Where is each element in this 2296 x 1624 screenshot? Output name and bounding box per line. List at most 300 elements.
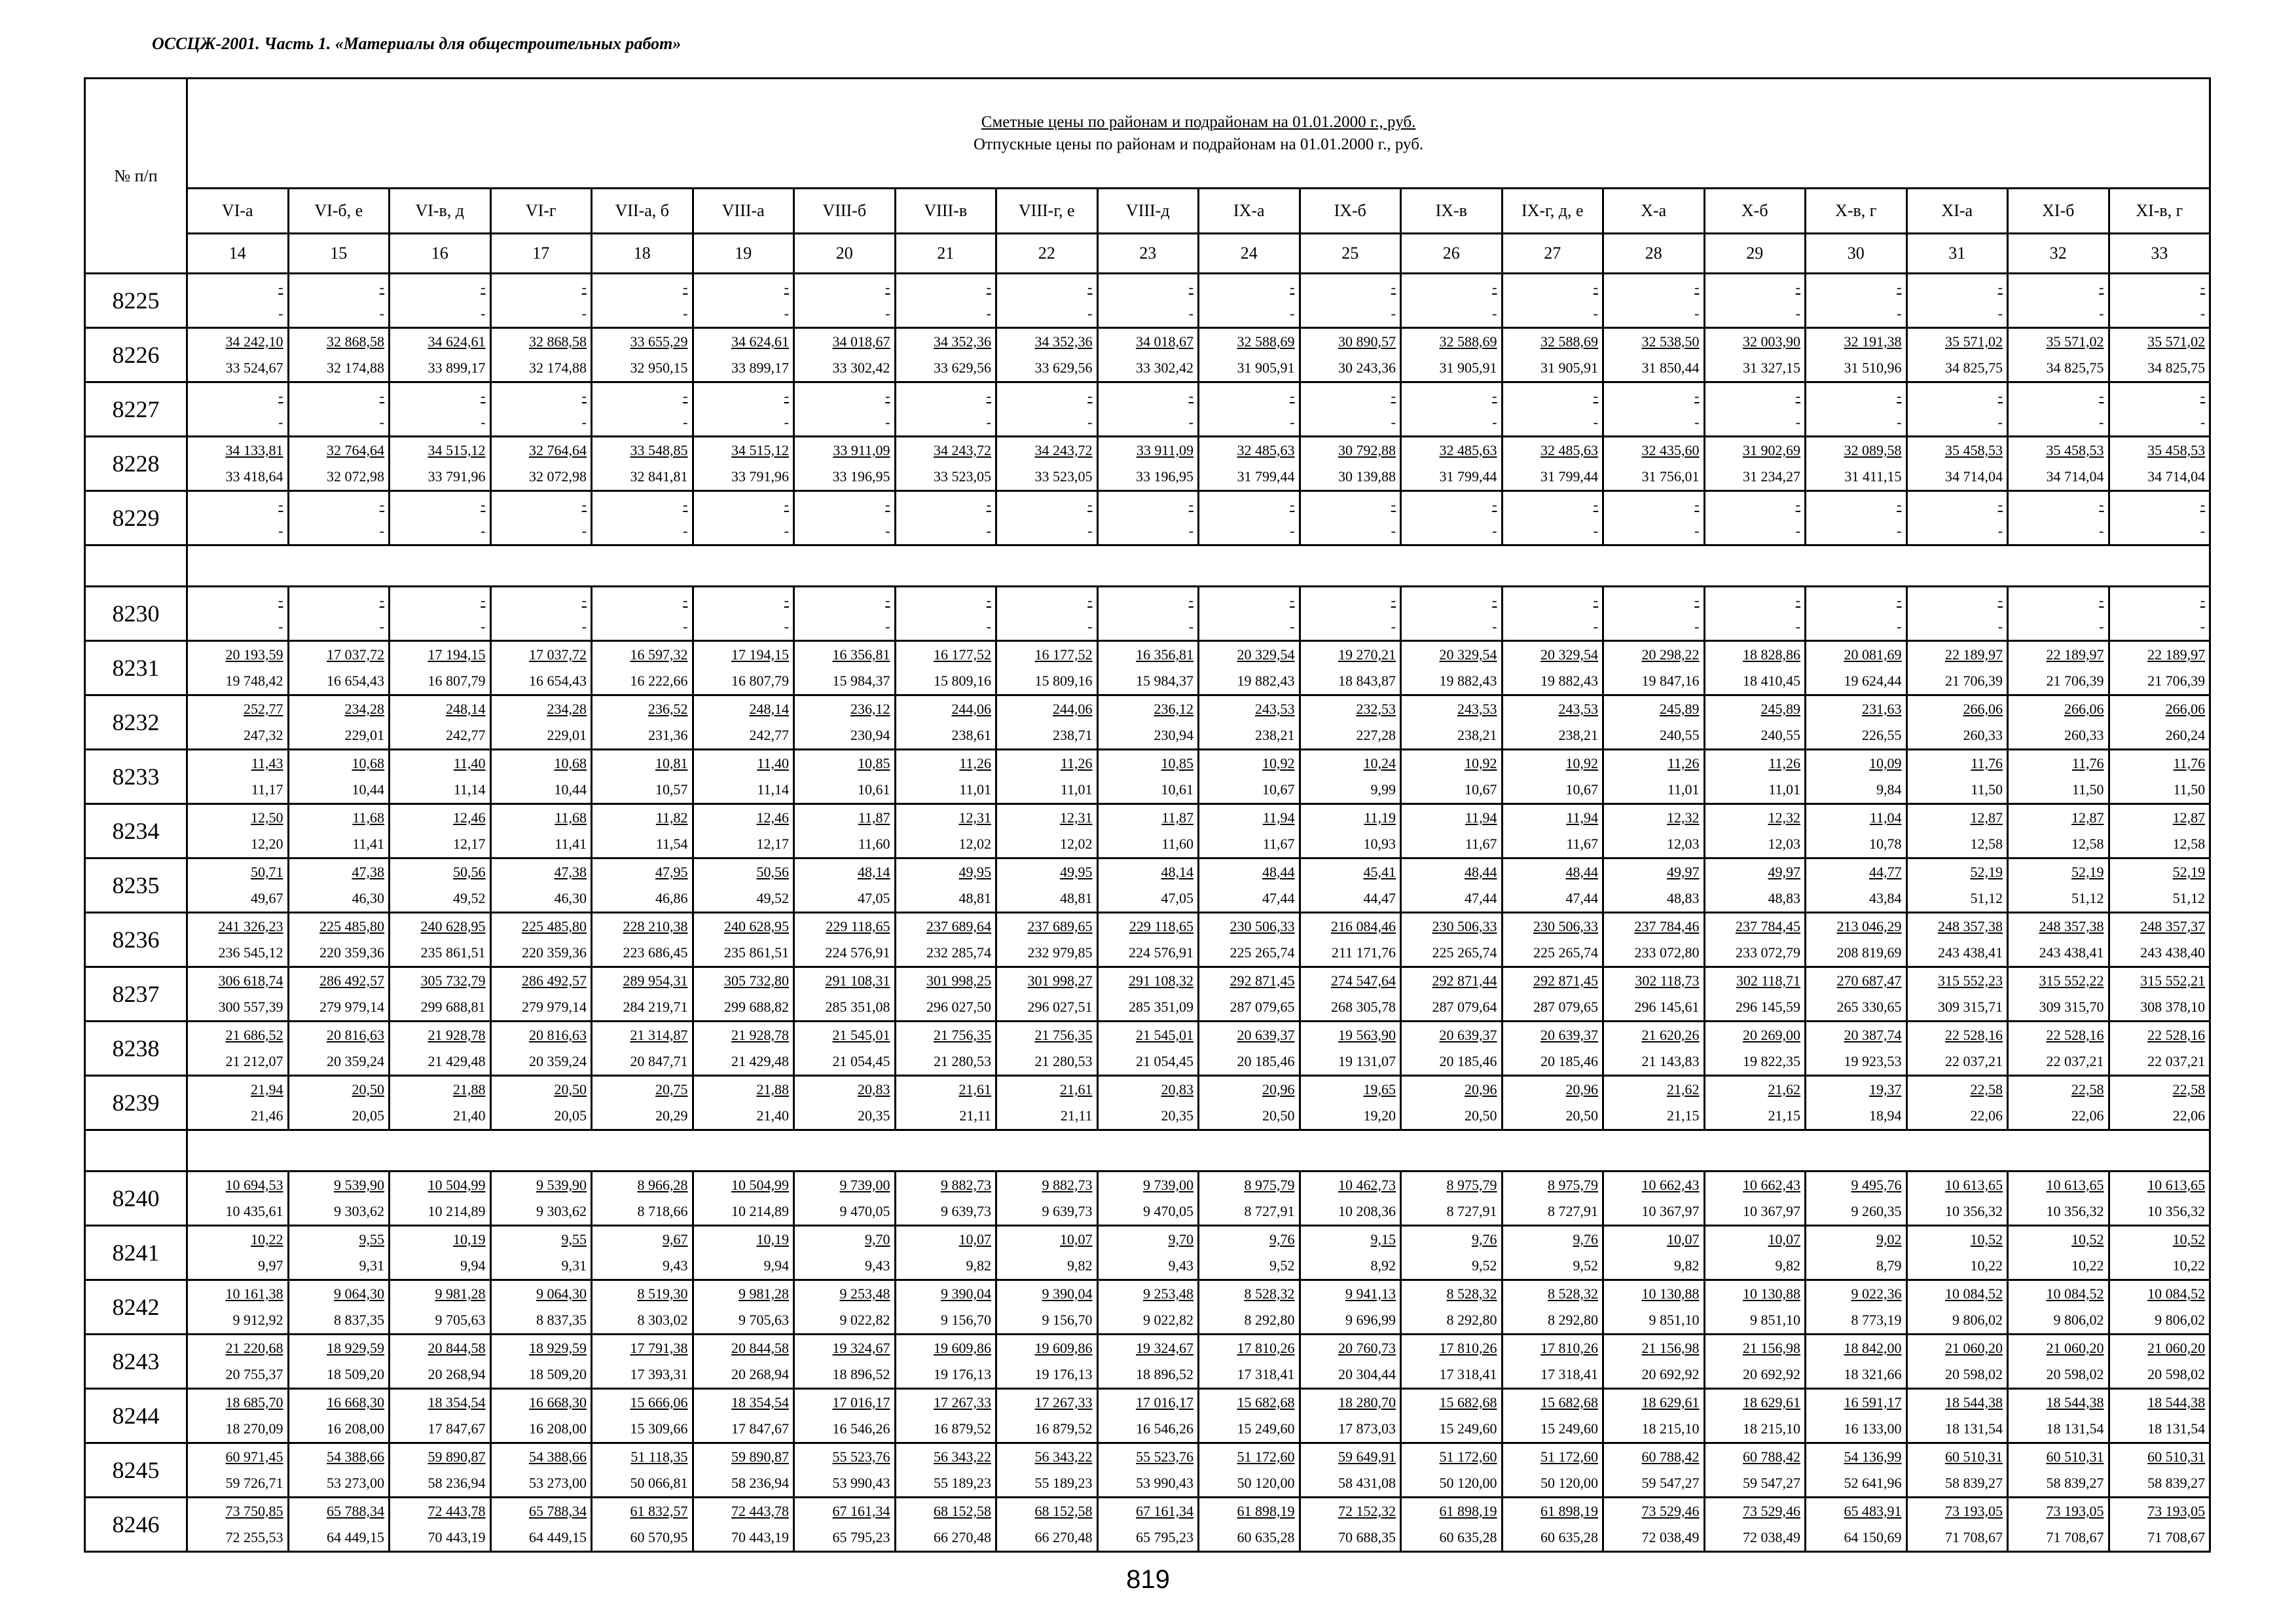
price-cell <box>895 695 996 750</box>
estimated-price: - <box>2099 592 2104 608</box>
price-cell <box>1401 1172 1503 1226</box>
price-cell <box>1806 967 1907 1022</box>
release-price: 18 509,20 <box>327 1366 384 1382</box>
release-price: 22 037,21 <box>2046 1053 2104 1069</box>
estimated-price: 17 791,38 <box>630 1340 688 1356</box>
release-price: 10 435,61 <box>225 1203 283 1219</box>
release-price: 11,54 <box>655 836 688 852</box>
price-cell <box>996 1335 1098 1389</box>
region-header-row <box>85 189 2210 234</box>
estimated-price: 10 084,52 <box>1945 1285 2003 1302</box>
release-price: - <box>278 618 283 635</box>
estimated-price: 18 828,86 <box>1743 646 1800 663</box>
price-cell <box>996 804 1098 858</box>
price-cell <box>1502 1443 1603 1498</box>
price-cell <box>1199 587 1300 641</box>
price-cell <box>1704 274 1806 328</box>
price-cell <box>1603 1443 1705 1498</box>
release-price: - <box>1290 523 1295 539</box>
estimated-price: 10,07 <box>1060 1231 1093 1247</box>
estimated-price: 59 890,87 <box>428 1449 486 1465</box>
release-price: 10 356,32 <box>2147 1203 2206 1219</box>
release-price: 52 641,96 <box>1844 1475 1902 1491</box>
price-cell <box>490 750 592 804</box>
page-number: 819 <box>1126 1565 1170 1594</box>
price-cell <box>1300 1280 1401 1335</box>
estimated-price: 47,38 <box>554 864 587 880</box>
price-cell <box>794 437 896 491</box>
price-cell <box>390 641 491 695</box>
estimated-price: - <box>1087 592 1093 608</box>
price-cell <box>1806 1389 1907 1443</box>
price-cell <box>1300 1443 1401 1498</box>
estimated-price: 225 485,80 <box>319 918 384 934</box>
region-header: XI-а <box>1906 189 2008 234</box>
estimated-price: 32 485,63 <box>1237 442 1295 458</box>
estimated-price: - <box>581 388 587 404</box>
price-cell <box>490 1389 592 1443</box>
row-number: 8237 <box>85 967 187 1022</box>
estimated-price: 32 485,63 <box>1540 442 1598 458</box>
estimated-price: 16 356,81 <box>1136 646 1194 663</box>
price-cell <box>1300 913 1401 967</box>
price-cell <box>1097 750 1199 804</box>
release-price: - <box>581 523 587 539</box>
price-cell <box>2109 491 2210 545</box>
price-cell <box>490 587 592 641</box>
release-price: 9,94 <box>763 1257 789 1274</box>
price-cell <box>2109 587 2210 641</box>
release-price: 19 923,53 <box>1844 1053 1902 1069</box>
price-cell <box>187 1443 289 1498</box>
price-cell <box>2109 274 2210 328</box>
release-price: 9,43 <box>1168 1257 1194 1274</box>
estimated-price: 18 842,00 <box>1844 1340 1902 1356</box>
release-price: 33 524,67 <box>225 360 283 376</box>
release-price: 48,81 <box>1060 890 1093 906</box>
estimated-price: 292 871,45 <box>1533 972 1598 989</box>
estimated-price: 10,81 <box>655 755 688 771</box>
price-cell <box>1906 1172 2008 1226</box>
price-cell <box>390 491 491 545</box>
price-cell <box>288 274 390 328</box>
estimated-price: 292 871,44 <box>1432 972 1497 989</box>
release-price: - <box>481 305 486 322</box>
price-cell <box>592 750 693 804</box>
estimated-price: 12,32 <box>1768 809 1800 826</box>
price-cell <box>1704 382 1806 437</box>
estimated-price: 8 519,30 <box>637 1285 688 1302</box>
region-header: XI-б <box>2008 189 2109 234</box>
estimated-price: 22 528,16 <box>2147 1027 2206 1043</box>
release-price: - <box>1188 523 1194 539</box>
release-price: - <box>2099 618 2104 635</box>
estimated-price: - <box>1087 279 1093 295</box>
estimated-price: 10,92 <box>1565 755 1598 771</box>
estimated-price: - <box>581 592 587 608</box>
estimated-price: - <box>2099 388 2104 404</box>
estimated-price: 32 588,69 <box>1439 333 1497 350</box>
price-cell <box>1906 1443 2008 1498</box>
price-cell <box>288 382 390 437</box>
price-cell <box>1097 1280 1199 1335</box>
release-price: 60 570,95 <box>630 1529 688 1545</box>
release-price: 9 156,70 <box>941 1312 991 1328</box>
price-cell <box>390 1076 491 1130</box>
section-divider-row <box>85 1130 2210 1172</box>
price-cell <box>288 641 390 695</box>
estimated-price: 59 890,87 <box>731 1449 789 1465</box>
price-cell <box>1704 1172 1806 1226</box>
estimated-price: - <box>278 592 283 608</box>
release-price: 49,67 <box>251 890 283 906</box>
release-price: 10,93 <box>1363 836 1396 852</box>
estimated-price: 11,76 <box>2173 755 2206 771</box>
estimated-price: 21 060,20 <box>2147 1340 2206 1356</box>
price-cell <box>1906 437 2008 491</box>
release-price: 33 791,96 <box>428 468 486 485</box>
estimated-price: - <box>1290 592 1295 608</box>
price-cell <box>1097 858 1199 913</box>
estimated-price: 289 954,31 <box>623 972 688 989</box>
row-number: 8243 <box>85 1335 187 1389</box>
estimated-price: 10 161,38 <box>225 1285 283 1302</box>
release-price: 11,50 <box>2071 781 2104 798</box>
release-price: 296 145,59 <box>1736 999 1800 1015</box>
estimated-price: 17 037,72 <box>327 646 384 663</box>
release-price: 10 367,97 <box>1743 1203 1800 1219</box>
release-price: 46,30 <box>352 890 384 906</box>
price-cell <box>390 1172 491 1226</box>
estimated-price: 49,95 <box>1060 864 1093 880</box>
price-cell <box>996 1443 1098 1498</box>
release-price: 49,52 <box>453 890 486 906</box>
price-cell <box>1502 1076 1603 1130</box>
estimated-price: 35 458,53 <box>2046 442 2104 458</box>
release-price: 12,17 <box>756 836 789 852</box>
estimated-price: 21 314,87 <box>630 1027 688 1043</box>
price-cell <box>794 641 896 695</box>
estimated-price: 20 639,37 <box>1237 1027 1295 1043</box>
estimated-price: 12,46 <box>756 809 789 826</box>
release-price: 15 309,66 <box>630 1420 688 1437</box>
release-price: 50 120,00 <box>1237 1475 1295 1491</box>
price-cell <box>1704 641 1806 695</box>
price-cell <box>1806 1022 1907 1076</box>
estimated-price: 49,95 <box>958 864 991 880</box>
price-cell <box>996 587 1098 641</box>
price-cell <box>996 1498 1098 1552</box>
estimated-price: 34 243,72 <box>1034 442 1093 458</box>
release-price: 50 120,00 <box>1540 1475 1598 1491</box>
release-price: 20 692,92 <box>1641 1366 1700 1382</box>
row-number: 8227 <box>85 382 187 437</box>
price-cell <box>1199 1226 1300 1280</box>
release-price: 11,14 <box>453 781 486 798</box>
price-cell <box>2109 1280 2210 1335</box>
column-number: 21 <box>895 234 996 274</box>
release-price: - <box>1694 618 1700 635</box>
release-price: 9 156,70 <box>1042 1312 1093 1328</box>
price-cell <box>1502 1498 1603 1552</box>
price-cell <box>1806 804 1907 858</box>
release-price: - <box>379 305 384 322</box>
price-cell <box>592 913 693 967</box>
release-price: 11,60 <box>858 836 890 852</box>
estimated-price: 10 662,43 <box>1743 1177 1800 1193</box>
price-cell <box>693 804 794 858</box>
estimated-price: 20,83 <box>1161 1081 1194 1098</box>
release-price: 8 303,02 <box>637 1312 688 1328</box>
estimated-price: 10 462,73 <box>1338 1177 1396 1193</box>
row-number: 8229 <box>85 491 187 545</box>
estimated-price: 12,31 <box>958 809 991 826</box>
release-price: 33 418,64 <box>225 468 283 485</box>
estimated-price: 9,76 <box>1472 1231 1497 1247</box>
price-cell <box>996 913 1098 967</box>
release-price: 8 292,80 <box>1548 1312 1598 1328</box>
price-cell <box>1401 1226 1503 1280</box>
table-row <box>85 382 2210 437</box>
price-cell <box>895 1335 996 1389</box>
price-cell <box>693 491 794 545</box>
price-cell <box>1502 967 1603 1022</box>
release-price: 66 270,48 <box>934 1529 991 1545</box>
estimated-price: 241 326,23 <box>218 918 283 934</box>
release-price: 243 438,40 <box>2140 944 2206 961</box>
column-number: 20 <box>794 234 896 274</box>
release-price: 238,61 <box>951 727 991 743</box>
price-cell <box>996 382 1098 437</box>
price-cell <box>592 804 693 858</box>
estimated-price: - <box>885 388 890 404</box>
release-price: 21 280,53 <box>1034 1053 1093 1069</box>
release-price: 34 714,04 <box>2147 468 2206 485</box>
estimated-price: 15 666,06 <box>630 1394 688 1411</box>
price-cell <box>693 437 794 491</box>
estimated-price: 52,19 <box>1970 864 2003 880</box>
price-cell <box>187 274 289 328</box>
price-cell <box>1603 1172 1705 1226</box>
release-price: 18,94 <box>1869 1107 1902 1124</box>
estimated-price: - <box>1897 279 1902 295</box>
release-price: 32 072,98 <box>327 468 384 485</box>
estimated-price: 9,67 <box>663 1231 688 1247</box>
release-price: 10,67 <box>1465 781 1497 798</box>
price-cell <box>1704 1280 1806 1335</box>
estimated-price: 248 357,38 <box>1938 918 2003 934</box>
estimated-price: 48,44 <box>1465 864 1497 880</box>
release-price: - <box>581 618 587 635</box>
estimated-price: 10,92 <box>1262 755 1295 771</box>
release-price: 226,55 <box>1862 727 1902 743</box>
price-cell <box>1906 1280 2008 1335</box>
release-price: 18 896,52 <box>1136 1366 1194 1382</box>
release-price: 225 265,74 <box>1230 944 1295 961</box>
price-cell <box>794 1172 896 1226</box>
estimated-price: 48,44 <box>1565 864 1598 880</box>
table-row <box>85 491 2210 545</box>
estimated-price: 243,53 <box>1255 701 1295 717</box>
release-price: 18 131,54 <box>1945 1420 2003 1437</box>
price-cell <box>1603 587 1705 641</box>
release-price: 18 131,54 <box>2046 1420 2104 1437</box>
price-cell <box>1502 587 1603 641</box>
estimated-price: 17 810,26 <box>1439 1340 1497 1356</box>
price-cell <box>1806 491 1907 545</box>
release-price: 18 215,10 <box>1641 1420 1700 1437</box>
price-cell <box>794 913 896 967</box>
release-price: 10,44 <box>554 781 587 798</box>
estimated-price: 10,19 <box>756 1231 789 1247</box>
table-row <box>85 1022 2210 1076</box>
estimated-price: 18 544,38 <box>2147 1394 2206 1411</box>
release-price: 16 654,43 <box>327 673 384 689</box>
release-price: 9 639,73 <box>1042 1203 1093 1219</box>
price-cell <box>1097 328 1199 382</box>
release-price: 33 196,95 <box>832 468 890 485</box>
estimated-price: 9 941,13 <box>1345 1285 1396 1302</box>
estimated-price: 73 750,85 <box>225 1503 283 1519</box>
release-price: 20,50 <box>1262 1107 1295 1124</box>
price-cell <box>288 804 390 858</box>
estimated-price: 305 732,79 <box>420 972 486 989</box>
price-cell <box>390 1498 491 1552</box>
column-number: 15 <box>288 234 390 274</box>
release-price: 238,21 <box>1558 727 1598 743</box>
release-price: 34 825,75 <box>2046 360 2104 376</box>
release-price: 53 273,00 <box>529 1475 587 1491</box>
price-cell <box>1502 1335 1603 1389</box>
estimated-price: 52,19 <box>2172 864 2206 880</box>
price-cell <box>1199 750 1300 804</box>
estimated-price: 20 844,58 <box>731 1340 789 1356</box>
price-cell <box>794 274 896 328</box>
estimated-price: 33 911,09 <box>1136 442 1194 458</box>
price-cell <box>390 382 491 437</box>
release-price: 9 851,10 <box>1750 1312 1800 1328</box>
estimated-price: 305 732,80 <box>724 972 789 989</box>
price-cell <box>592 437 693 491</box>
price-cell <box>490 491 592 545</box>
release-price: 12,58 <box>1970 836 2003 852</box>
price-cell <box>1300 1172 1401 1226</box>
price-cell <box>1097 1335 1199 1389</box>
estimated-price: 35 458,53 <box>2147 442 2206 458</box>
price-cell <box>187 858 289 913</box>
estimated-price: 22 189,97 <box>2046 646 2104 663</box>
price-cell <box>2008 1498 2109 1552</box>
price-cell <box>1097 1226 1199 1280</box>
estimated-price: 33 655,29 <box>630 333 688 350</box>
price-cell <box>390 1280 491 1335</box>
release-price: 31 327,15 <box>1743 360 1800 376</box>
estimated-price: 35 571,02 <box>2046 333 2104 350</box>
price-cell <box>996 1076 1098 1130</box>
price-cell <box>390 750 491 804</box>
release-price: 19 176,13 <box>1034 1366 1093 1382</box>
price-cell <box>490 328 592 382</box>
price-cell <box>1502 1389 1603 1443</box>
release-price: 18 410,45 <box>1743 673 1800 689</box>
estimated-price: 315 552,22 <box>2039 972 2104 989</box>
estimated-price: 9 064,30 <box>536 1285 587 1302</box>
estimated-price: 17 016,17 <box>1136 1394 1194 1411</box>
release-price: 53 273,00 <box>327 1475 384 1491</box>
release-price: 19,20 <box>1363 1107 1396 1124</box>
price-cell <box>794 1226 896 1280</box>
release-price: - <box>2099 305 2104 322</box>
price-cell <box>996 750 1098 804</box>
estimated-price: - <box>1795 496 1800 513</box>
release-price: 21 054,45 <box>832 1053 890 1069</box>
estimated-price: - <box>1492 279 1497 295</box>
estimated-price: 21 686,52 <box>225 1027 283 1043</box>
estimated-price: 315 552,21 <box>2140 972 2206 989</box>
table-row <box>85 913 2210 967</box>
release-price: 20 598,02 <box>1945 1366 2003 1382</box>
price-cell <box>1097 913 1199 967</box>
release-price: 231,36 <box>648 727 688 743</box>
table-row <box>85 1335 2210 1389</box>
estimated-price: 10 504,99 <box>428 1177 486 1193</box>
estimated-price: 10,52 <box>2071 1231 2104 1247</box>
price-cell <box>490 1172 592 1226</box>
estimated-price: 73 193,05 <box>2147 1503 2206 1519</box>
column-number: 28 <box>1603 234 1705 274</box>
column-number: 31 <box>1906 234 2008 274</box>
estimated-price: 10 694,53 <box>225 1177 283 1193</box>
estimated-price: 10,07 <box>958 1231 991 1247</box>
row-number: 8231 <box>85 641 187 695</box>
price-cell <box>1097 382 1199 437</box>
estimated-price: 8 966,28 <box>637 1177 688 1193</box>
estimated-price: 20 081,69 <box>1844 646 1902 663</box>
estimated-price: 248,14 <box>446 701 486 717</box>
estimated-price: - <box>784 388 789 404</box>
release-price: 48,83 <box>1667 890 1700 906</box>
release-price: 11,01 <box>1667 781 1700 798</box>
estimated-price: 21 620,26 <box>1641 1027 1700 1043</box>
price-cell <box>1401 437 1503 491</box>
estimated-price: 19 563,90 <box>1338 1027 1396 1043</box>
release-price: 9,94 <box>460 1257 486 1274</box>
release-price: 16 222,66 <box>630 673 688 689</box>
price-cell <box>693 695 794 750</box>
price-cell <box>1300 1076 1401 1130</box>
price-cell <box>2109 1389 2210 1443</box>
estimated-price: - <box>278 279 283 295</box>
estimated-price: - <box>379 279 384 295</box>
region-header: VI-в, д <box>390 189 491 234</box>
price-cell <box>1199 1076 1300 1130</box>
release-price: 15 249,60 <box>1540 1420 1598 1437</box>
price-cell <box>996 491 1098 545</box>
column-number: 27 <box>1502 234 1603 274</box>
estimated-price: 50,71 <box>251 864 283 880</box>
estimated-price: 15 682,68 <box>1540 1394 1598 1411</box>
price-cell <box>1401 913 1503 967</box>
price-cell <box>794 382 896 437</box>
price-cell <box>1199 328 1300 382</box>
release-price: - <box>481 523 486 539</box>
estimated-price: 34 515,12 <box>428 442 486 458</box>
price-cell <box>390 1389 491 1443</box>
estimated-price: 17 810,26 <box>1237 1340 1295 1356</box>
estimated-price: 33 911,09 <box>833 442 890 458</box>
release-price: 236 545,12 <box>218 944 283 961</box>
price-cell <box>1300 858 1401 913</box>
